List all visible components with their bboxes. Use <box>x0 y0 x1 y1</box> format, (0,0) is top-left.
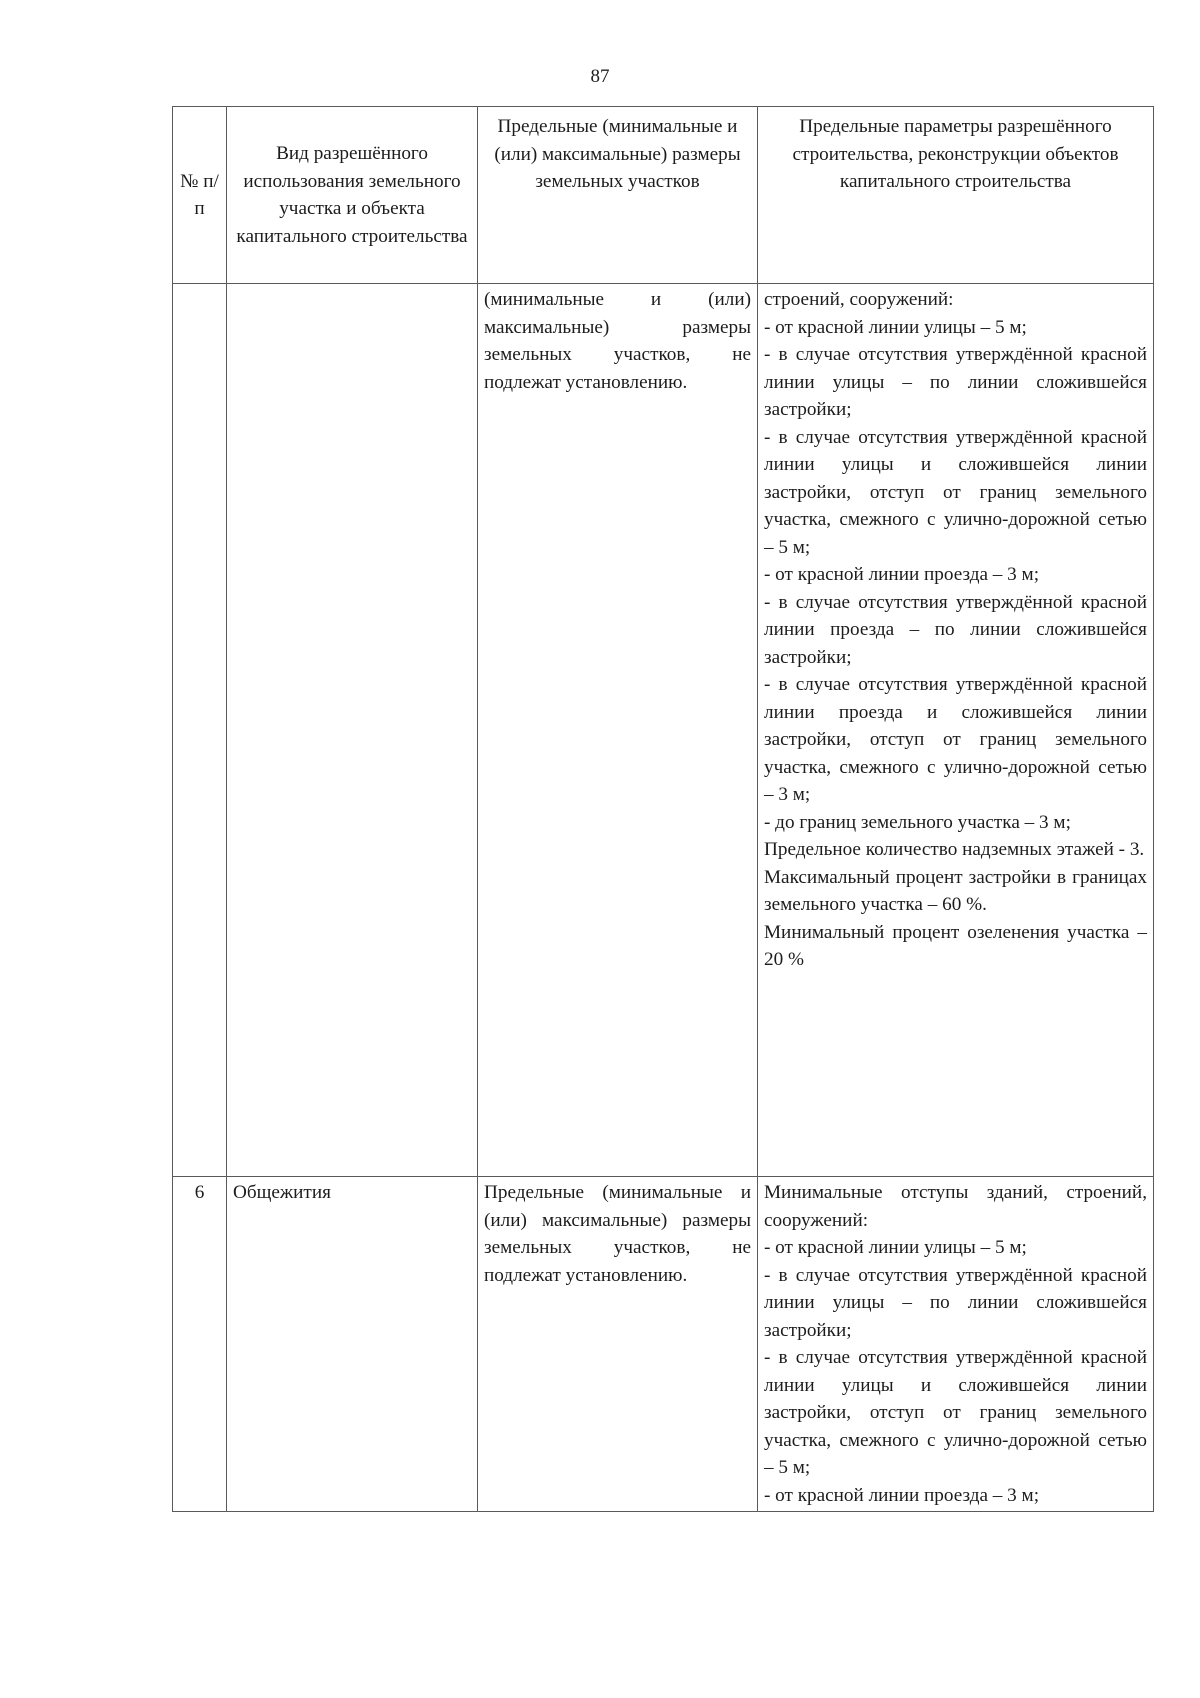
header-params: Предельные параметры разрешённого строительства, реконструкции объектов капитального строительства <box>758 107 1154 284</box>
row-size: (минимальные и (или) максимальные) размеры земельных участков, не подлежат установлению. <box>478 284 758 1177</box>
zoning-table <box>172 106 1154 1512</box>
row-kind <box>227 284 478 1177</box>
row-kind: Общежития <box>227 1177 478 1512</box>
table-header <box>173 107 1154 284</box>
header-kind: Вид разрешённого использования земельного участка и объекта капитального строительства <box>227 107 478 284</box>
param-line: - от красной линии проезда – 3 м; <box>764 564 1040 585</box>
param-line: - в случае отсутствия утверждённой красной линии улицы – по линии сложившейся застройки; <box>764 1264 1147 1341</box>
header-size: Предельные (минимальные и (или) максимальные) размеры земельных участков <box>478 107 758 284</box>
table-body <box>173 284 1154 1512</box>
param-line: - в случае отсутствия утверждённой красной линии улицы и сложившейся линии застройки, отступ от границ земельного участка, смежного с улично-дорожной сетью – 5 м; <box>764 1347 1147 1478</box>
row-params <box>758 1177 1154 1512</box>
param-line: Минимальный процент озеленения участка – 20 % <box>764 921 1147 970</box>
param-line: Предельное количество надземных этажей - 3. <box>764 839 1145 860</box>
param-line: - до границ земельного участка – 3 м; <box>764 811 1071 833</box>
row-num: 6 <box>173 1177 227 1512</box>
param-line: Максимальный процент застройки в границах земельного участка – 60 %. <box>764 866 1147 915</box>
param-line: - в случае отсутствия утверждённой красной линии проезда и сложившейся линии застройки, отступ от границ земельного участка, смежного с улично-дорожной сетью – 3 м; <box>764 674 1147 805</box>
row-size: Предельные (минимальные и (или) максимальные) размеры земельных участков, не подлежат установлению. <box>478 1177 758 1512</box>
param-line: - в случае отсутствия утверждённой красной линии проезда – по линии сложившейся застройки; <box>764 591 1147 668</box>
param-line: - от красной линии улицы – 5 м; <box>764 316 1027 338</box>
page-number: 87 <box>590 66 610 87</box>
param-line: Минимальные отступы зданий, строений, сооружений: <box>764 1182 1147 1231</box>
param-line: - от красной линии улицы – 5 м; <box>764 1237 1027 1258</box>
param-line: - от красной линии проезда – 3 м; <box>764 1484 1040 1506</box>
table-row <box>173 284 1154 1177</box>
header-row <box>173 107 1154 284</box>
header-num: № п/п <box>173 107 227 284</box>
row-num <box>173 284 227 1177</box>
param-line: - в случае отсутствия утверждённой красной линии улицы – по линии сложившейся застройки; <box>764 344 1147 420</box>
param-line: - в случае отсутствия утверждённой красной линии улицы и сложившейся линии застройки, отступ от границ земельного участка, смежного с улично-дорожной сетью – 5 м; <box>764 426 1147 558</box>
table-row <box>173 1177 1154 1512</box>
row-params <box>758 284 1154 1177</box>
param-line: строений, сооружений: <box>764 289 954 310</box>
